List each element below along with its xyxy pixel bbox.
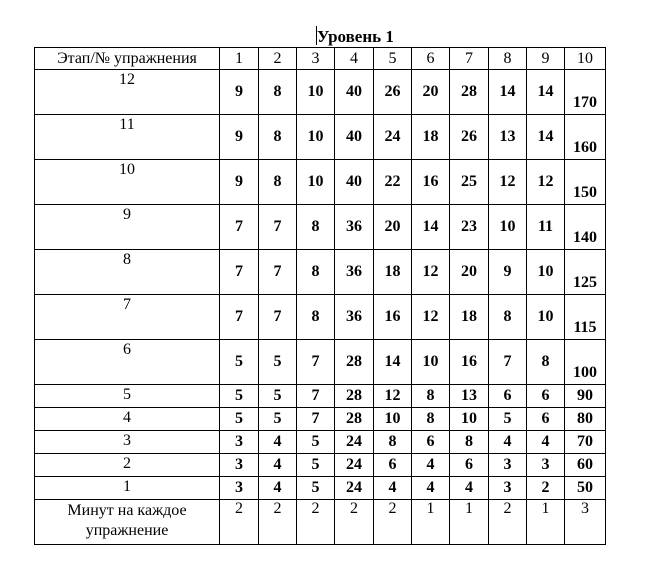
value-cell: 24: [335, 431, 374, 454]
column-header: 8: [489, 48, 527, 70]
value-cell: 8: [297, 205, 335, 250]
value-cell: 50: [565, 477, 606, 500]
value-cell: 20: [412, 70, 450, 115]
value-cell: 16: [412, 160, 450, 205]
stage-cell: 6: [35, 340, 220, 385]
value-cell: 10: [297, 115, 335, 160]
value-cell: 24: [335, 454, 374, 477]
value-cell: 100: [565, 340, 606, 385]
value-cell: 23: [450, 205, 489, 250]
value-cell: 10: [297, 160, 335, 205]
table-row: [35, 408, 606, 431]
value-cell: 16: [450, 340, 489, 385]
value-cell: 7: [297, 385, 335, 408]
table-row: [35, 160, 606, 205]
column-header: 2: [259, 48, 297, 70]
value-cell: 26: [450, 115, 489, 160]
value-cell: 5: [220, 385, 259, 408]
exercise-table: [34, 47, 606, 545]
value-cell: 12: [412, 250, 450, 295]
table-row: [35, 431, 606, 454]
column-header: 1: [220, 48, 259, 70]
value-cell: 7: [220, 295, 259, 340]
value-cell: 12: [527, 160, 565, 205]
value-cell: 8: [297, 250, 335, 295]
value-cell: 6: [527, 385, 565, 408]
value-cell: 6: [374, 454, 412, 477]
header-label: Этап/№ упражнения: [35, 48, 220, 70]
value-cell: 8: [374, 431, 412, 454]
column-header: 10: [565, 48, 606, 70]
value-cell: 150: [565, 160, 606, 205]
value-cell: 16: [374, 295, 412, 340]
value-cell: 6: [450, 454, 489, 477]
value-cell: 4: [259, 431, 297, 454]
value-cell: 13: [489, 115, 527, 160]
value-cell: 3: [220, 477, 259, 500]
value-cell: 11: [527, 205, 565, 250]
minutes-cell: 2: [259, 500, 297, 545]
value-cell: 8: [259, 115, 297, 160]
value-cell: 80: [565, 408, 606, 431]
value-cell: 5: [297, 477, 335, 500]
value-cell: 8: [259, 70, 297, 115]
value-cell: 4: [412, 454, 450, 477]
value-cell: 28: [335, 385, 374, 408]
value-cell: 6: [412, 431, 450, 454]
value-cell: 36: [335, 295, 374, 340]
minutes-cell: 1: [527, 500, 565, 545]
value-cell: 70: [565, 431, 606, 454]
table-row: [35, 454, 606, 477]
value-cell: 12: [489, 160, 527, 205]
column-header: 3: [297, 48, 335, 70]
stage-cell: 1: [35, 477, 220, 500]
column-header: 7: [450, 48, 489, 70]
value-cell: 8: [412, 385, 450, 408]
value-cell: 7: [259, 295, 297, 340]
value-cell: 7: [297, 340, 335, 385]
column-header: 5: [374, 48, 412, 70]
value-cell: 5: [489, 408, 527, 431]
value-cell: 4: [412, 477, 450, 500]
value-cell: 6: [527, 408, 565, 431]
table-row: [35, 70, 606, 115]
stage-cell: 3: [35, 431, 220, 454]
minutes-cell: 1: [412, 500, 450, 545]
value-cell: 4: [450, 477, 489, 500]
value-cell: 40: [335, 160, 374, 205]
value-cell: 5: [297, 431, 335, 454]
value-cell: 140: [565, 205, 606, 250]
value-cell: 3: [220, 454, 259, 477]
minutes-cell: 1: [450, 500, 489, 545]
value-cell: 10: [450, 408, 489, 431]
value-cell: 8: [527, 340, 565, 385]
minutes-cell: 2: [297, 500, 335, 545]
value-cell: 125: [565, 250, 606, 295]
table-row: [35, 295, 606, 340]
value-cell: 3: [489, 477, 527, 500]
value-cell: 9: [220, 160, 259, 205]
value-cell: 7: [259, 250, 297, 295]
table-row: [35, 477, 606, 500]
title-text: Уровень 1: [317, 27, 394, 46]
page-title: [0, 26, 656, 47]
value-cell: 10: [527, 250, 565, 295]
table-row: [35, 385, 606, 408]
value-cell: 36: [335, 250, 374, 295]
stage-cell: 10: [35, 160, 220, 205]
value-cell: 40: [335, 70, 374, 115]
value-cell: 8: [412, 408, 450, 431]
value-cell: 36: [335, 205, 374, 250]
value-cell: 7: [220, 250, 259, 295]
value-cell: 24: [374, 115, 412, 160]
stage-cell: 12: [35, 70, 220, 115]
value-cell: 18: [412, 115, 450, 160]
stage-cell: 2: [35, 454, 220, 477]
stage-cell: 8: [35, 250, 220, 295]
value-cell: 5: [259, 385, 297, 408]
value-cell: 8: [489, 295, 527, 340]
value-cell: 28: [335, 340, 374, 385]
value-cell: 160: [565, 115, 606, 160]
value-cell: 5: [220, 408, 259, 431]
value-cell: 10: [374, 408, 412, 431]
minutes-cell: 2: [489, 500, 527, 545]
value-cell: 9: [220, 115, 259, 160]
column-header: 4: [335, 48, 374, 70]
table-row: [35, 250, 606, 295]
value-cell: 14: [489, 70, 527, 115]
value-cell: 12: [374, 385, 412, 408]
value-cell: 18: [374, 250, 412, 295]
value-cell: 9: [489, 250, 527, 295]
value-cell: 4: [489, 431, 527, 454]
value-cell: 9: [220, 70, 259, 115]
value-cell: 3: [489, 454, 527, 477]
value-cell: 24: [335, 477, 374, 500]
column-header: 6: [412, 48, 450, 70]
value-cell: 7: [489, 340, 527, 385]
value-cell: 5: [259, 408, 297, 431]
table-row: [35, 340, 606, 385]
table-row: [35, 115, 606, 160]
value-cell: 8: [259, 160, 297, 205]
value-cell: 5: [259, 340, 297, 385]
stage-cell: 5: [35, 385, 220, 408]
footer-row: [35, 500, 606, 545]
value-cell: 3: [527, 454, 565, 477]
header-row: [35, 48, 606, 70]
value-cell: 60: [565, 454, 606, 477]
value-cell: 5: [220, 340, 259, 385]
value-cell: 90: [565, 385, 606, 408]
value-cell: 10: [489, 205, 527, 250]
value-cell: 170: [565, 70, 606, 115]
minutes-cell: 2: [220, 500, 259, 545]
column-header: 9: [527, 48, 565, 70]
value-cell: 14: [412, 205, 450, 250]
value-cell: 14: [374, 340, 412, 385]
value-cell: 20: [450, 250, 489, 295]
value-cell: 8: [297, 295, 335, 340]
value-cell: 22: [374, 160, 412, 205]
value-cell: 4: [259, 454, 297, 477]
value-cell: 40: [335, 115, 374, 160]
value-cell: 5: [297, 454, 335, 477]
stage-cell: 7: [35, 295, 220, 340]
value-cell: 10: [527, 295, 565, 340]
value-cell: 2: [527, 477, 565, 500]
value-cell: 10: [412, 340, 450, 385]
value-cell: 25: [450, 160, 489, 205]
value-cell: 10: [297, 70, 335, 115]
minutes-cell: 2: [374, 500, 412, 545]
value-cell: 14: [527, 70, 565, 115]
minutes-cell: 3: [565, 500, 606, 545]
value-cell: 18: [450, 295, 489, 340]
value-cell: 8: [450, 431, 489, 454]
stage-cell: 4: [35, 408, 220, 431]
table-row: [35, 205, 606, 250]
footer-label: Минут на каждое упражнение: [35, 500, 220, 545]
value-cell: 4: [259, 477, 297, 500]
value-cell: 14: [527, 115, 565, 160]
value-cell: 3: [220, 431, 259, 454]
value-cell: 7: [297, 408, 335, 431]
value-cell: 28: [450, 70, 489, 115]
value-cell: 26: [374, 70, 412, 115]
stage-cell: 9: [35, 205, 220, 250]
value-cell: 12: [412, 295, 450, 340]
value-cell: 20: [374, 205, 412, 250]
value-cell: 28: [335, 408, 374, 431]
value-cell: 4: [527, 431, 565, 454]
value-cell: 13: [450, 385, 489, 408]
stage-cell: 11: [35, 115, 220, 160]
value-cell: 6: [489, 385, 527, 408]
value-cell: 7: [259, 205, 297, 250]
value-cell: 115: [565, 295, 606, 340]
minutes-cell: 2: [335, 500, 374, 545]
value-cell: 7: [220, 205, 259, 250]
value-cell: 4: [374, 477, 412, 500]
